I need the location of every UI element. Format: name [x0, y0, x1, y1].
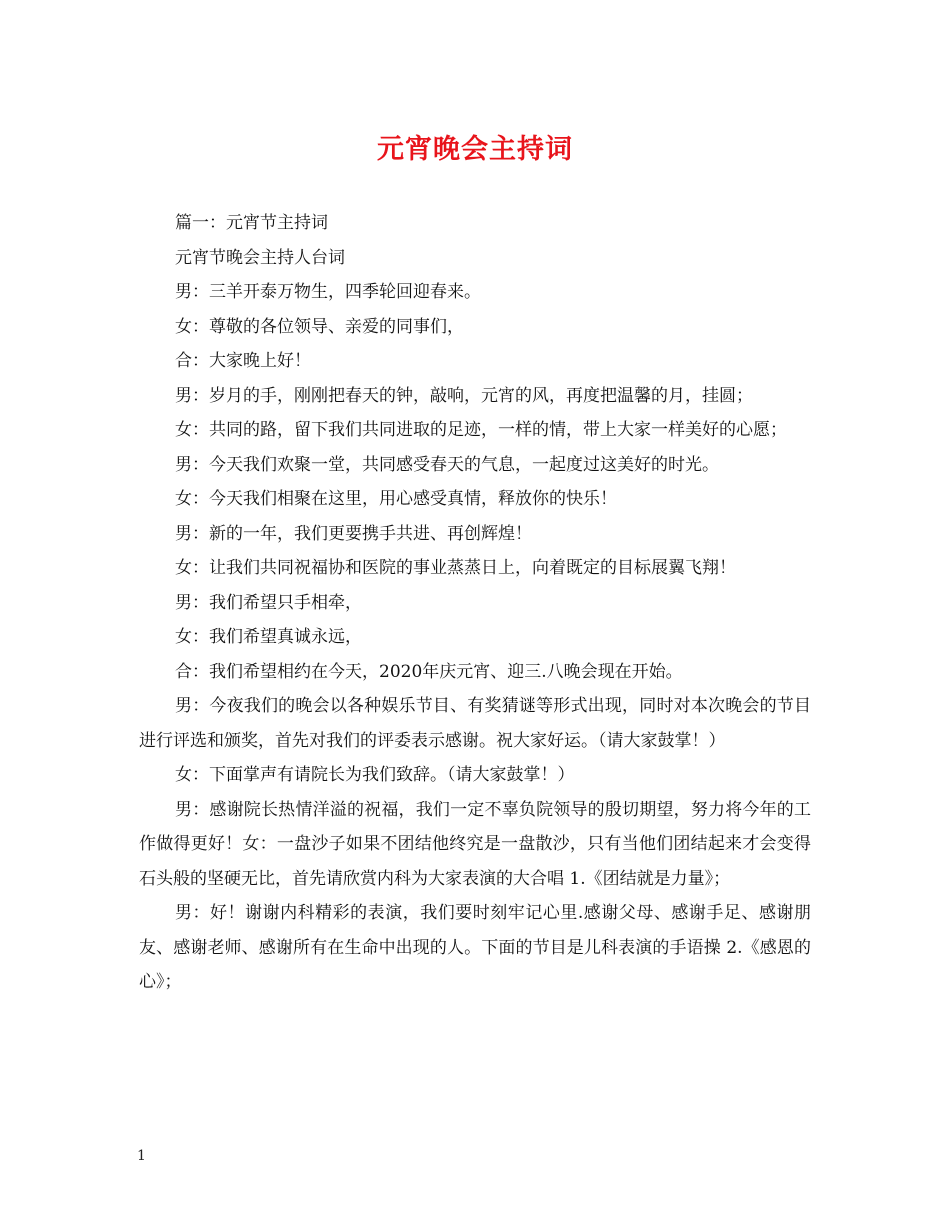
paragraph: 女：今天我们相聚在这里，用心感受真情，释放你的快乐！: [175, 489, 617, 509]
paragraph: 男：新的一年，我们更要携手共进、再创辉煌！: [175, 523, 532, 544]
paragraph: 篇一：元宵节主持词: [175, 213, 328, 233]
paragraph: 男：我们希望只手相牵，: [175, 592, 362, 613]
paragraph: 女：让我们共同祝福协和医院的事业蒸蒸日上，向着既定的目标展翼飞翔！: [175, 558, 736, 578]
paragraph: 女：下面掌声有请院长为我们致辞。（请大家鼓掌！）: [175, 765, 575, 785]
paragraph: 男：感谢院长热情洋溢的祝福，我们一定不辜负院领导的殷切期望，努力将今年的工作做得更好！女：一盘沙子如果不团结他终究是一盘散沙，只有当他们团结起来才会变得石头般的坚硬无比，首先请欣赏内科为大家表演的大合唱 1.《团结就是力量》；: [139, 799, 811, 889]
page-number: 1: [137, 1148, 146, 1164]
paragraph: 元宵节晚会主持人台词: [175, 247, 345, 268]
paragraph: 合：大家晚上好！: [175, 351, 311, 371]
document-body: [139, 206, 811, 1000]
paragraph: 男：三羊开泰万物生，四季轮回迎春来。: [175, 282, 481, 302]
paragraph: 男：今天我们欢聚一堂，共同感受春天的气息，一起度过这美好的时光。: [175, 454, 719, 475]
paragraph: 合：我们希望相约在今天，2020年庆元宵、迎三.八晚会现在开始。: [175, 661, 683, 682]
paragraph: 男：好！谢谢内科精彩的表演，我们要时刻牢记心里.感谢父母、感谢手足、感谢朋友、感谢老师、感谢所有在生命中出现的人。下面的节目是儿科表演的手语操 2.《感恩的心》；: [139, 903, 811, 992]
paragraph: 男：今夜我们的晚会以各种娱乐节目、有奖猜谜等形式出现，同时对本次晚会的节目进行评选和颁奖，首先对我们的评委表示感谢。祝大家好运。（请大家鼓掌！）: [139, 696, 811, 751]
paragraph: 女：尊敬的各位领导、亲爱的同事们，: [175, 316, 464, 337]
paragraph: 女：我们希望真诚永远，: [175, 627, 362, 647]
paragraph: 男：岁月的手，刚刚把春天的钟，敲响，元宵的风，再度把温馨的月，挂圆；: [175, 385, 753, 406]
document-title: 元宵晚会主持词: [377, 134, 573, 165]
paragraph: 女：共同的路，留下我们共同进取的足迹，一样的情，带上大家一样美好的心愿；: [175, 420, 787, 440]
